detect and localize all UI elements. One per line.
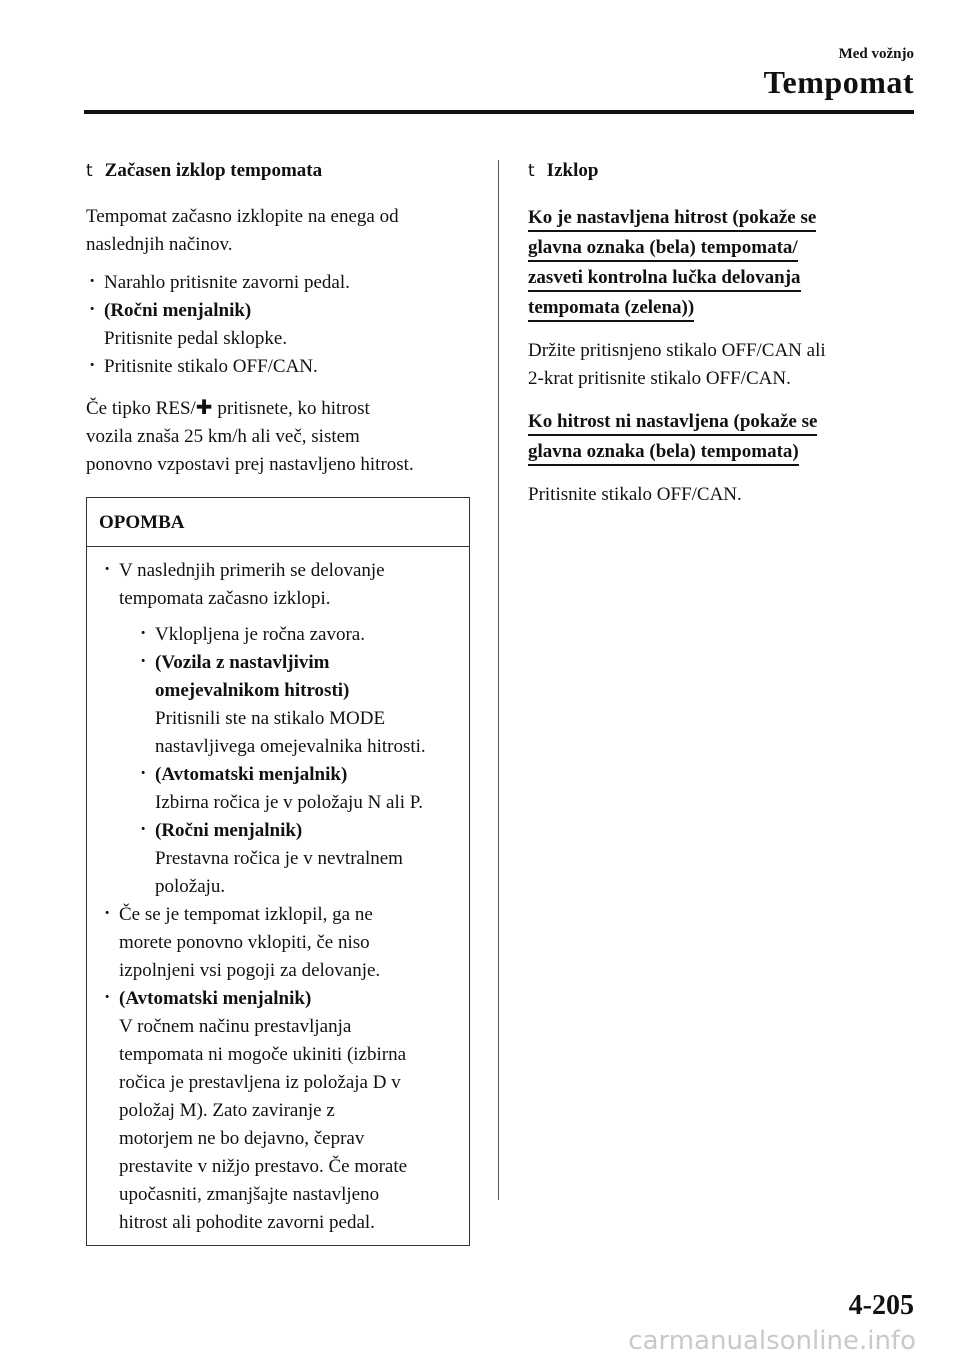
instruction-line: Držite pritisnjeno stikalo OFF/CAN ali [528, 339, 826, 361]
right-column [528, 160, 888, 519]
note-condition: omejevalnikom hitrosti) [155, 679, 350, 701]
condition-line: Ko je nastavljena hitrost (pokaže se [528, 207, 816, 232]
watermark: carmanualsonline.info [628, 1326, 916, 1356]
note-condition: · (Ročni menjalnik) [155, 819, 303, 841]
res-text: pritisnete, ko hitrost [212, 397, 370, 419]
condition-line: glavna oznaka (bela) tempomata/ [528, 237, 798, 262]
plus-icon: ✚ [195, 394, 213, 419]
note-line: · V naslednjih primerih se delovanje [119, 559, 385, 581]
page-number: 4-205 [848, 1290, 914, 1321]
note-line: · Če se je tempomat izklopil, ga ne [119, 903, 373, 925]
note-line: V ročnem načinu prestavljanja [119, 1015, 352, 1037]
intro-paragraph [86, 203, 470, 259]
note-line: izpolnjeni vsi pogoji za delovanje. [119, 959, 381, 981]
note-condition: · (Vozila z nastavljivim [155, 651, 330, 673]
condition-heading-not-set [528, 407, 888, 467]
note-line: nastavljivega omejevalnika hitrosti. [155, 735, 426, 757]
note-line: položaj M). Zato zaviranje z [119, 1099, 335, 1121]
note-line: morete ponovno vklopiti, če niso [119, 931, 370, 953]
intro-line: naslednjih načinov. [86, 233, 233, 255]
list-item [86, 297, 470, 353]
note-line: hitrost ali pohodite zavorni pedal. [119, 1211, 375, 1233]
list-item [86, 353, 470, 381]
note-line: upočasniti, zmanjšajte nastavljeno [119, 1183, 380, 1205]
list-item-text: Pritisnite stikalo OFF/CAN. [104, 355, 318, 377]
list-item [86, 269, 470, 297]
note-line: · Vklopljena je ročna zavora. [155, 623, 365, 645]
note-subitem [137, 761, 457, 817]
section-heading-off [528, 160, 888, 183]
res-paragraph [86, 395, 470, 479]
instruction-paragraph [528, 481, 888, 509]
left-column [86, 160, 470, 1246]
note-line: položaju. [155, 875, 226, 897]
chapter-label: Med vožnjo [838, 46, 914, 62]
column-divider [498, 160, 499, 1200]
res-text: vozila znaša 25 km/h ali več, sistem [86, 425, 360, 447]
list-item-text: Pritisnite pedal sklopke. [104, 327, 288, 349]
condition-heading-set [528, 203, 888, 323]
res-text: Če tipko RES/ [86, 397, 196, 419]
section-heading-text: Začasen izklop tempomata [104, 160, 323, 181]
note-line: Izbirna ročica je v položaju N ali P. [155, 791, 424, 813]
instruction-line: Pritisnite stikalo OFF/CAN. [528, 483, 742, 505]
note-condition: · (Avtomatski menjalnik) [119, 987, 312, 1009]
note-subitem [137, 621, 457, 649]
method-list [86, 269, 470, 381]
condition-line: zasveti kontrolna lučka delovanja [528, 267, 801, 292]
section-heading-text: Izklop [546, 160, 599, 181]
note-line: motorjem ne bo dejavno, čeprav [119, 1127, 365, 1149]
section-heading-temporary [86, 160, 470, 183]
note-item [101, 901, 457, 985]
condition-line: glavna oznaka (bela) tempomata) [528, 441, 799, 466]
note-line: Prestavna ročica je v nevtralnem [155, 847, 403, 869]
section-marker-icon: t [528, 161, 535, 181]
note-item [101, 985, 457, 1237]
intro-line: Tempomat začasno izklopite na enega od [86, 205, 399, 227]
list-item-text: Narahlo pritisnite zavorni pedal. [104, 271, 350, 293]
note-subitem [137, 817, 457, 901]
condition-line: Ko hitrost ni nastavljena (pokaže se [528, 411, 817, 436]
res-text: ponovno vzpostavi prej nastavljeno hitrost. [86, 453, 414, 475]
header-rule [84, 110, 914, 114]
note-box [86, 497, 470, 1246]
instruction-line: 2-krat pritisnite stikalo OFF/CAN. [528, 367, 791, 389]
instruction-paragraph [528, 337, 888, 393]
note-line: ročica je prestavljena iz položaja D v [119, 1071, 401, 1093]
note-heading: OPOMBA [87, 498, 469, 547]
section-marker-icon: t [86, 161, 93, 181]
note-line: tempomata začasno izklopi. [119, 587, 331, 609]
note-line: tempomata ni mogoče ukiniti (izbirna [119, 1043, 407, 1065]
note-body [87, 547, 469, 1245]
note-sublist [119, 621, 457, 901]
condition-line: tempomata (zelena)) [528, 297, 694, 322]
note-line: prestavite v nižjo prestavo. Če morate [119, 1155, 408, 1177]
list-item-condition: (Ročni menjalnik) [104, 299, 252, 321]
note-condition: · (Avtomatski menjalnik) [155, 763, 348, 785]
note-subitem [137, 649, 457, 761]
note-line: Pritisnili ste na stikalo MODE [155, 707, 386, 729]
page-title: Tempomat [763, 64, 914, 100]
note-item [101, 557, 457, 901]
